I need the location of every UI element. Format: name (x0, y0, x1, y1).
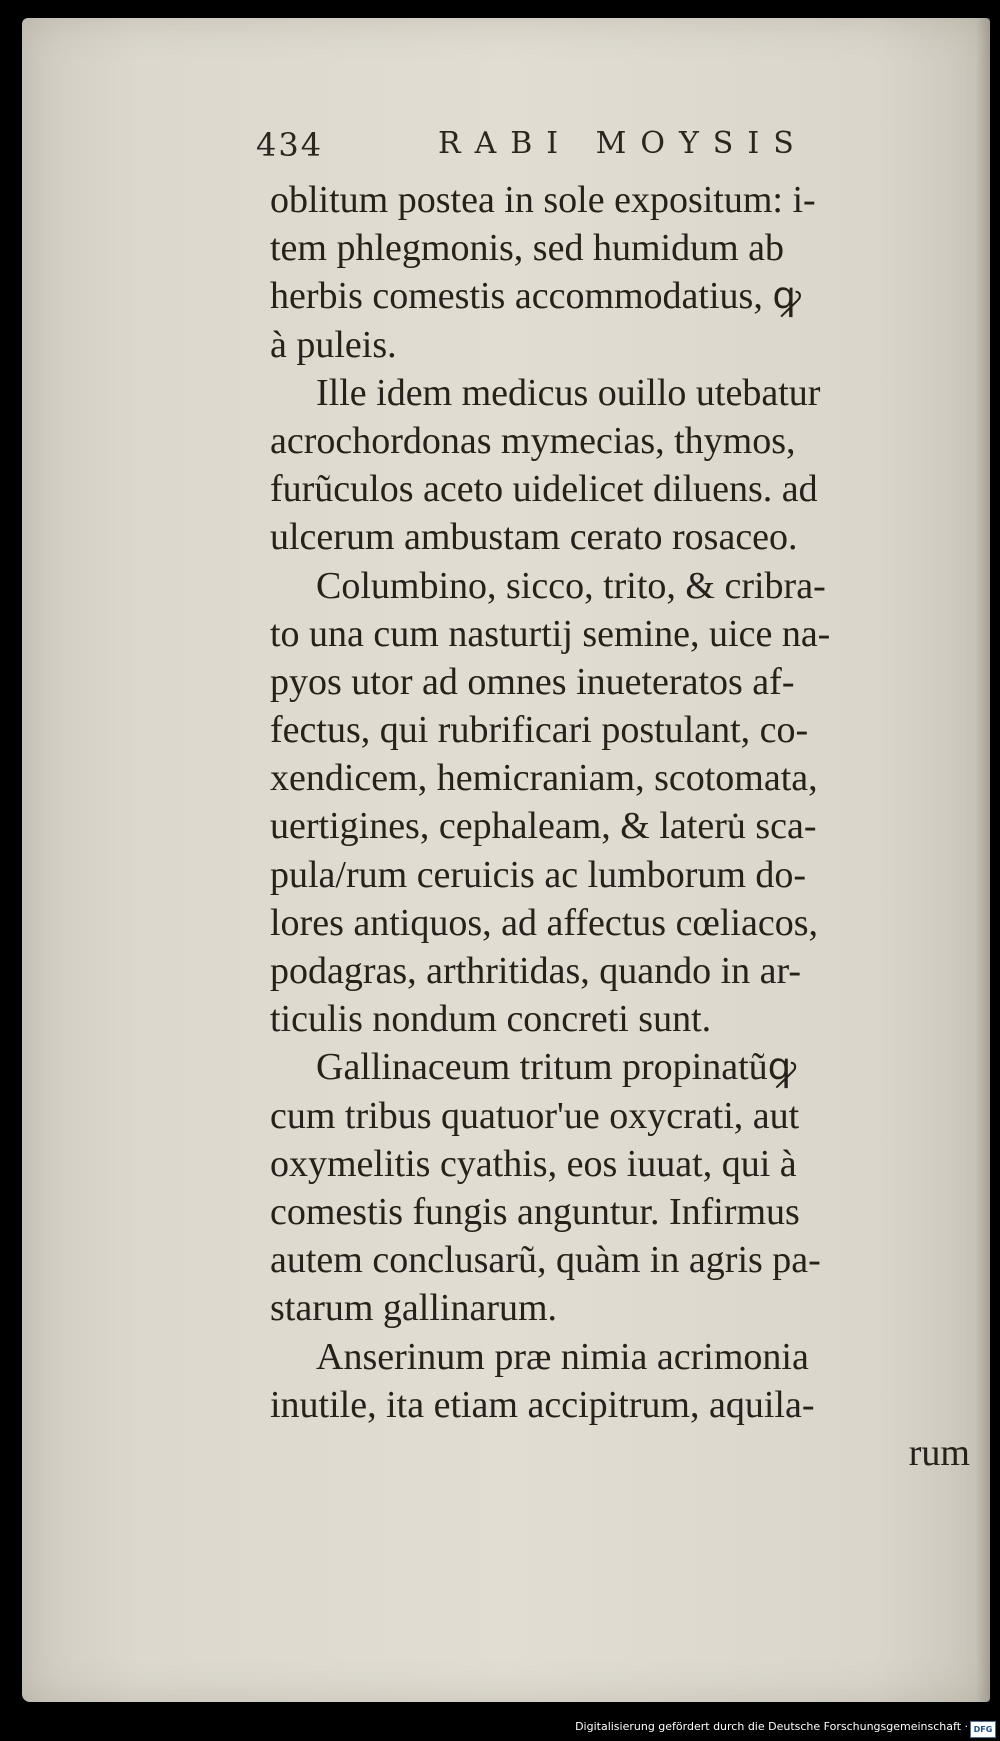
footer-bar (0, 1718, 1000, 1741)
text-line: tem phlegmonis, sed humidum ab (270, 227, 785, 270)
text-line: cum tribus quatuor'ue oxycrati, aut (270, 1094, 800, 1137)
text-line: uertigines, cephaleam, & lateru̇ sca- (270, 805, 817, 848)
text-line: acrochordonas mymecias, thymos, (270, 419, 796, 462)
text-line: pula/rum ceruicis ac lumborum do- (270, 853, 807, 896)
page-number: 434 (256, 126, 324, 164)
text-line: herbis comestis accommodatius, ꝙ (270, 275, 801, 318)
funding-credit: Digitalisierung gefördert durch die Deutsche Forschungsgemeinschaft · (575, 1720, 968, 1733)
text-line: ticulis nondum concreti sunt. (270, 998, 712, 1041)
page-header (248, 126, 948, 176)
text-line: à puleis. (270, 323, 397, 366)
page-edge-shadow (976, 18, 990, 1702)
text-line: starum gallinarum. (270, 1287, 558, 1330)
body-text (270, 176, 970, 1477)
text-line: to una cum nasturtij semine, uice na- (270, 612, 831, 655)
text-line: oxymelitis cyathis, eos iuuat, qui à (270, 1142, 797, 1185)
text-line: fectus, qui rubrificari postulant, co- (270, 709, 809, 752)
text-line: lores antiquos, ad affectus cœliacos, (270, 901, 819, 944)
paragraph-start-line: Ille idem medicus ouillo utebatur (316, 371, 821, 414)
running-head: RABI MOYSIS (438, 126, 808, 161)
dfg-logo-icon: DFG (970, 1721, 996, 1738)
text-line: xendicem, hemicraniam, scotomata, (270, 757, 818, 800)
text-line: oblitum postea in sole expositum: i- (270, 179, 816, 221)
paragraph-start-line: Gallinaceum tritum propinatũꝙ (316, 1046, 797, 1089)
paragraph-start-line: Columbino, sicco, trito, & cribra- (316, 564, 826, 607)
text-line: inutile, ita etiam accipitrum, aquila- (270, 1383, 815, 1426)
catchword: rum (908, 1431, 970, 1474)
text-line: autem conclusarũ, quàm in agris pa- (270, 1239, 821, 1282)
paragraph-start-line: Anserinum præ nimia acrimonia (316, 1335, 809, 1378)
text-line: comestis fungis anguntur. Infirmus (270, 1190, 800, 1233)
text-line: ulcerum ambustam cerato rosaceo. (270, 516, 798, 559)
text-line: pyos utor ad omnes inueteratos af- (270, 660, 795, 703)
text-line: podagras, arthritidas, quando in ar- (270, 950, 802, 992)
text-line: furũculos aceto uidelicet diluens. ad (270, 468, 818, 511)
